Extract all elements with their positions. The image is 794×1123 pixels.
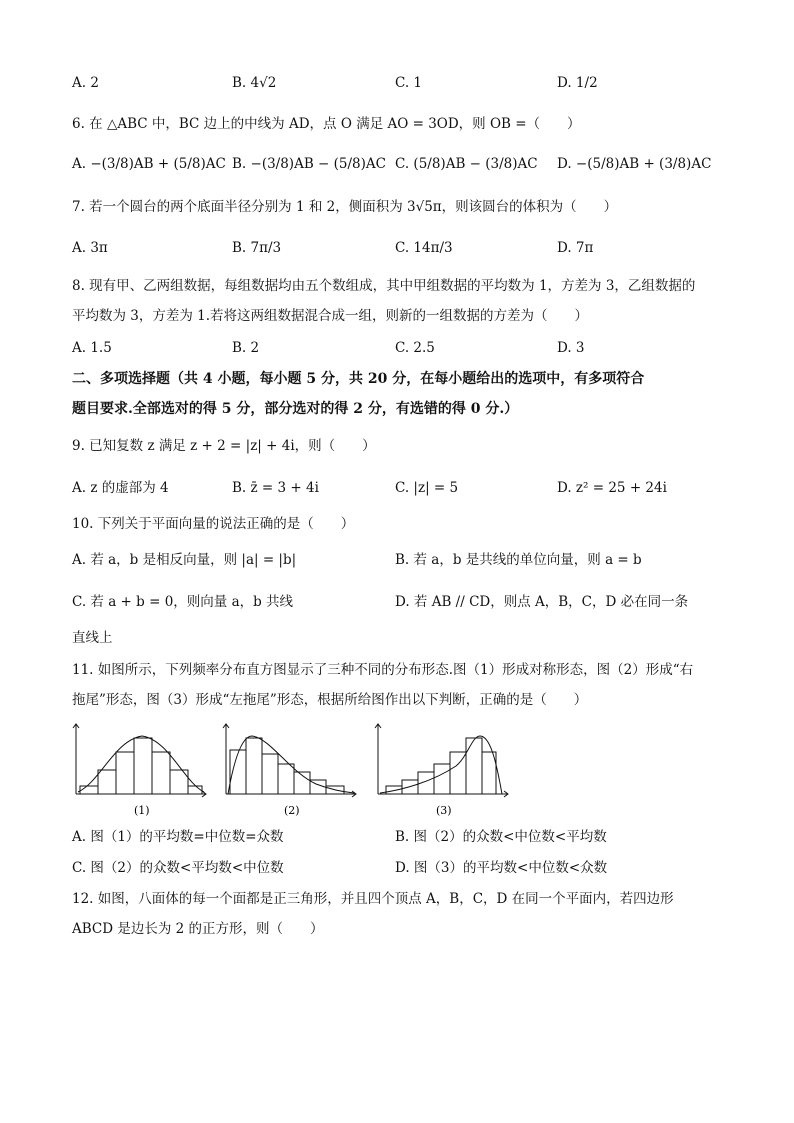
q9-option-b: B. z̄ = 3 + 4i: [232, 480, 319, 496]
section-2-heading-line2: 题目要求.全部选对的得 5 分，部分选对的得 2 分，有选错的得 0 分.）: [72, 401, 519, 417]
q7-option-c: C. 14π/3: [395, 240, 453, 256]
figure-3-caption: (3): [436, 804, 452, 817]
question-9-stem: 9. 已知复数 z 满足 z + 2 = |z| + 4i，则（ ）: [72, 438, 376, 454]
q9-option-c: C. |z| = 5: [395, 480, 459, 496]
q10-option-b: B. 若 a，b 是共线的单位向量，则 a = b: [395, 552, 642, 568]
option-b: B. 4√2: [232, 75, 277, 91]
q7-option-a: A. 3π: [72, 240, 108, 256]
q7-option-d: D. 7π: [557, 240, 594, 256]
q8-option-c: C. 2.5: [395, 340, 435, 356]
figure-2-caption: (2): [284, 804, 300, 817]
q6-option-c: C. (5/8)AB − (3/8)AC: [395, 156, 538, 172]
option-d: D. 1/2: [557, 75, 598, 91]
question-7-stem: 7. 若一个圆台的两个底面半径分别为 1 和 2，侧面积为 3√5π，则该圆台的体积为（ ）: [72, 199, 618, 215]
question-10-stem: 10. 下列关于平面向量的说法正确的是（ ）: [72, 516, 355, 532]
q10-option-d: D. 若 AB // CD，则点 A，B，C，D 必在同一条: [395, 594, 689, 610]
q10-option-d-continued: 直线上: [72, 630, 113, 646]
q11-option-a: A. 图（1）的平均数=中位数=众数: [72, 829, 284, 845]
question-11-stem-line2: 拖尾”形态，图（3）形成“左拖尾”形态，根据所给图作出以下判断，正确的是（ ）: [72, 692, 588, 708]
section-2-heading-line1: 二、多项选择题（共 4 小题，每小题 5 分，共 20 分，在每小题给出的选项中，有多项符合: [72, 371, 645, 387]
q10-option-a: A. 若 a，b 是相反向量，则 |a| = |b|: [72, 552, 297, 568]
histogram-figure-3: [372, 720, 512, 826]
q8-option-a: A. 1.5: [72, 340, 112, 356]
question-12-stem-line1: 12. 如图，八面体的每一个面都是正三角形，并且四个顶点 A，B，C，D 在同一个平面内，若四边形: [72, 891, 674, 907]
option-c: C. 1: [395, 75, 423, 91]
q10-option-c: C. 若 a + b = 0，则向量 a，b 共线: [72, 594, 294, 610]
q9-option-d: D. z² = 25 + 24i: [557, 480, 667, 496]
question-8-stem-line2: 平均数为 3，方差为 1.若将这两组数据混合成一组，则新的一组数据的方差为（ ）: [72, 308, 589, 324]
option-a: A. 2: [72, 75, 99, 91]
q9-option-a: A. z 的虚部为 4: [72, 480, 169, 496]
question-11-stem-line1: 11. 如图所示，下列频率分布直方图显示了三种不同的分布形态.图（1）形成对称形态，图（2）形成“右: [72, 662, 694, 678]
q8-option-d: D. 3: [557, 340, 585, 356]
question-8-stem-line1: 8. 现有甲、乙两组数据，每组数据均由五个数组成，其中甲组数据的平均数为 1，方差为 3，乙组数据的: [72, 278, 696, 294]
q6-option-a: A. −(3/8)AB + (5/8)AC: [72, 156, 226, 172]
q11-option-b: B. 图（2）的众数<中位数<平均数: [395, 829, 607, 845]
question-12-stem-line2: ABCD 是边长为 2 的正方形，则（ ）: [72, 921, 324, 937]
q6-option-b: B. −(3/8)AB − (5/8)AC: [232, 156, 386, 172]
figure-1-caption: (1): [134, 804, 150, 817]
histogram-figure-2: [220, 720, 360, 826]
q7-option-b: B. 7π/3: [232, 240, 282, 256]
histogram-figure-1: [70, 720, 210, 826]
question-6-stem: 6. 在 △ABC 中，BC 边上的中线为 AD，点 O 满足 AO = 3OD，则 OB =（ ）: [72, 116, 581, 132]
q6-option-d: D. −(5/8)AB + (3/8)AC: [557, 156, 712, 172]
q11-option-d: D. 图（3）的平均数<中位数<众数: [395, 860, 608, 876]
q11-option-c: C. 图（2）的众数<平均数<中位数: [72, 860, 284, 876]
q8-option-b: B. 2: [232, 340, 260, 356]
